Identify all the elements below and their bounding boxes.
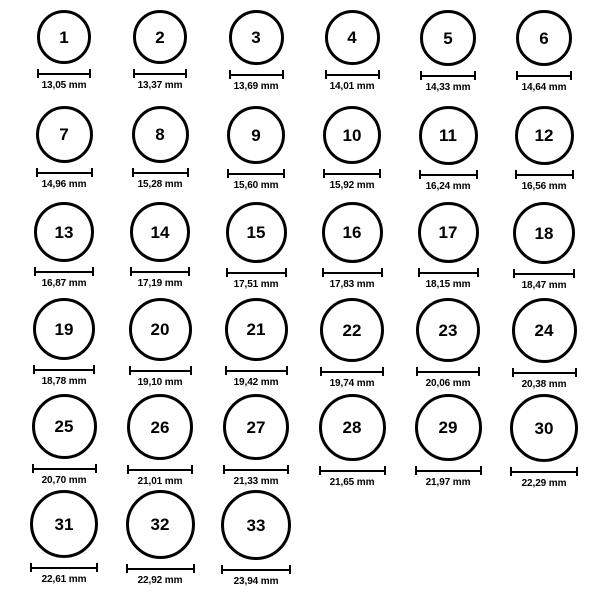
diameter-measure-bar [132, 168, 189, 177]
measure-cap-left [229, 70, 231, 79]
ring-size-number: 8 [155, 125, 165, 144]
measure-cap-right [95, 464, 97, 473]
diameter-measure-bar [227, 169, 285, 178]
ring-size-number: 30 [534, 418, 554, 438]
ring-size-cell [400, 106, 496, 192]
ring-size-number: 13 [54, 222, 74, 242]
ring-circle [227, 106, 285, 164]
ring-circle [229, 10, 284, 65]
ring-size-cell [496, 202, 592, 291]
measure-cap-right [476, 170, 478, 179]
diameter-label: 22,61 mm [41, 574, 87, 585]
diameter-measure-bar [420, 71, 476, 80]
measure-cap-right [93, 365, 95, 374]
ring-size-number: 25 [54, 417, 74, 436]
diameter-measure-bar [225, 366, 288, 375]
ring-size-cell [400, 10, 496, 93]
measure-cap-left [323, 169, 325, 178]
ring-size-number: 29 [438, 418, 458, 437]
ring-size-cell [112, 490, 208, 586]
diameter-label: 17,51 mm [233, 279, 279, 290]
ring-size-number: 14 [150, 222, 170, 242]
ring-size-cell [208, 490, 304, 587]
diameter-label: 22,29 mm [521, 478, 567, 489]
ring-size-number: 28 [342, 418, 362, 437]
measure-cap-left [226, 268, 228, 277]
ring-circle [36, 106, 93, 163]
ring-circle [221, 490, 291, 560]
diameter-label: 13,69 mm [233, 81, 279, 92]
ring-circle [225, 298, 288, 361]
measure-cap-right [92, 267, 94, 276]
diameter-measure-bar [130, 267, 190, 276]
diameter-label: 18,15 mm [425, 279, 471, 290]
measure-cap-right [282, 70, 284, 79]
ring-size-cell [400, 298, 496, 389]
diameter-measure-bar [32, 464, 97, 473]
ring-circle [34, 202, 94, 262]
ring-size-number: 5 [443, 28, 453, 48]
measure-cap-left [416, 367, 418, 376]
measure-cap-left [227, 169, 229, 178]
diameter-measure-bar [34, 267, 94, 276]
measure-cap-right [477, 268, 479, 277]
ring-circle [33, 298, 95, 360]
diameter-measure-bar [323, 169, 381, 178]
ring-size-number: 19 [54, 319, 74, 339]
measure-cap-right [384, 466, 386, 475]
measure-line [322, 272, 383, 274]
ring-circle [126, 490, 195, 559]
ring-size-number: 27 [246, 417, 266, 437]
measure-cap-right [286, 366, 288, 375]
ring-size-number: 31 [54, 514, 74, 534]
ring-size-number: 6 [539, 28, 549, 48]
ring-size-number: 9 [251, 125, 261, 145]
ring-circle [510, 394, 578, 462]
measure-cap-left [516, 71, 518, 80]
measure-cap-right [96, 563, 98, 572]
ring-size-cell [208, 10, 304, 92]
ring-size-cell [304, 202, 400, 290]
measure-cap-left [513, 269, 515, 278]
measure-cap-right [190, 366, 192, 375]
measure-cap-left [34, 267, 36, 276]
measure-cap-right [379, 169, 381, 178]
ring-circle [322, 202, 383, 263]
ring-size-cell [400, 394, 496, 488]
diameter-measure-bar [126, 564, 195, 573]
ring-circle [37, 10, 91, 64]
ring-size-number: 10 [342, 125, 362, 145]
ring-circle [223, 394, 289, 460]
measure-line [34, 271, 94, 273]
ring-circle [323, 106, 381, 164]
diameter-label: 21,97 mm [425, 477, 471, 488]
measure-line [129, 370, 192, 372]
measure-cap-right [474, 71, 476, 80]
ring-circle [419, 106, 478, 165]
diameter-measure-bar [129, 366, 192, 375]
diameter-label: 14,01 mm [329, 81, 375, 92]
ring-size-cell [496, 10, 592, 93]
ring-circle [516, 10, 572, 66]
ring-size-number: 16 [342, 223, 362, 242]
diameter-label: 14,64 mm [521, 82, 567, 93]
measure-cap-left [36, 168, 38, 177]
ring-circle [127, 394, 193, 460]
diameter-label: 19,10 mm [137, 377, 183, 388]
ring-size-number: 11 [439, 126, 457, 145]
measure-cap-left [418, 268, 420, 277]
ring-circle [130, 202, 190, 262]
ring-circle [515, 106, 574, 165]
measure-line [516, 75, 572, 77]
ring-size-number: 24 [534, 321, 554, 340]
measure-line [229, 74, 284, 76]
ring-size-number: 22 [342, 320, 362, 340]
diameter-label: 15,28 mm [137, 179, 183, 190]
measure-line [127, 469, 193, 471]
ring-size-number: 1 [59, 27, 69, 47]
ring-size-number: 26 [150, 417, 170, 437]
measure-cap-left [322, 268, 324, 277]
diameter-measure-bar [221, 565, 291, 574]
diameter-label: 23,94 mm [233, 576, 279, 587]
ring-size-cell [496, 298, 592, 390]
measure-line [226, 272, 287, 274]
measure-line [32, 468, 97, 470]
measure-line [132, 172, 189, 174]
ring-size-number: 20 [150, 320, 170, 339]
measure-line [325, 74, 380, 76]
measure-line [415, 470, 482, 472]
ring-circle [420, 10, 476, 66]
measure-cap-left [515, 170, 517, 179]
diameter-label: 21,01 mm [137, 476, 183, 487]
measure-cap-left [512, 368, 514, 377]
measure-cap-right [91, 168, 93, 177]
ring-size-cell [496, 106, 592, 192]
diameter-label: 20,38 mm [521, 379, 567, 390]
diameter-label: 20,70 mm [41, 475, 87, 486]
measure-line [30, 567, 98, 569]
measure-cap-left [126, 564, 128, 573]
diameter-label: 14,33 mm [425, 82, 471, 93]
measure-cap-left [130, 267, 132, 276]
measure-cap-right [283, 169, 285, 178]
measure-cap-right [187, 168, 189, 177]
diameter-label: 18,78 mm [41, 376, 87, 387]
ring-size-number: 21 [246, 320, 266, 339]
ring-size-cell [496, 394, 592, 489]
diameter-label: 19,42 mm [233, 377, 279, 388]
measure-line [33, 369, 95, 371]
ring-size-cell [16, 490, 112, 585]
diameter-measure-bar [415, 466, 482, 475]
ring-size-cell [208, 202, 304, 290]
ring-size-cell [304, 10, 400, 92]
ring-circle [133, 10, 187, 64]
ring-size-cell [112, 298, 208, 388]
measure-line [510, 471, 578, 473]
diameter-label: 13,05 mm [41, 80, 87, 91]
diameter-label: 13,37 mm [137, 80, 183, 91]
measure-cap-left [129, 366, 131, 375]
measure-line [319, 470, 386, 472]
measure-line [512, 372, 577, 374]
diameter-measure-bar [510, 467, 578, 476]
measure-cap-left [37, 69, 39, 78]
ring-circle [325, 10, 380, 65]
measure-cap-right [573, 269, 575, 278]
measure-cap-right [285, 268, 287, 277]
measure-cap-left [127, 465, 129, 474]
diameter-label: 20,06 mm [425, 378, 471, 389]
measure-line [36, 172, 93, 174]
diameter-measure-bar [512, 368, 577, 377]
measure-cap-left [325, 70, 327, 79]
ring-size-number: 2 [155, 27, 165, 47]
measure-cap-left [32, 464, 34, 473]
measure-cap-right [576, 467, 578, 476]
measure-cap-left [510, 467, 512, 476]
measure-cap-left [320, 367, 322, 376]
diameter-measure-bar [36, 168, 93, 177]
diameter-label: 15,60 mm [233, 180, 279, 191]
ring-size-cell [400, 202, 496, 290]
ring-size-number: 23 [438, 320, 458, 340]
measure-cap-left [415, 466, 417, 475]
ring-size-number: 18 [534, 223, 554, 243]
diameter-measure-bar [516, 71, 572, 80]
measure-cap-left [30, 563, 32, 572]
ring-size-cell [112, 394, 208, 487]
diameter-measure-bar [319, 466, 386, 475]
measure-line [225, 370, 288, 372]
diameter-measure-bar [416, 367, 480, 376]
measure-line [513, 273, 575, 275]
diameter-label: 14,96 mm [41, 179, 87, 190]
measure-cap-right [480, 466, 482, 475]
diameter-measure-bar [33, 365, 95, 374]
ring-size-cell [112, 10, 208, 91]
diameter-label: 19,74 mm [329, 378, 375, 389]
diameter-label: 17,19 mm [137, 278, 183, 289]
ring-size-cell [208, 298, 304, 388]
measure-cap-left [33, 365, 35, 374]
measure-cap-right [382, 367, 384, 376]
ring-size-cell [16, 298, 112, 387]
ring-size-cell [112, 202, 208, 289]
ring-circle [513, 202, 575, 264]
measure-cap-right [188, 267, 190, 276]
ring-circle [30, 490, 98, 558]
diameter-measure-bar [325, 70, 380, 79]
measure-line [126, 568, 195, 570]
ring-size-number: 3 [251, 28, 261, 47]
ring-circle [415, 394, 482, 461]
measure-line [419, 174, 478, 176]
measure-cap-left [225, 366, 227, 375]
diameter-measure-bar [515, 170, 574, 179]
diameter-measure-bar [226, 268, 287, 277]
ring-circle [132, 106, 189, 163]
measure-cap-right [287, 465, 289, 474]
ring-size-cell [16, 10, 112, 91]
measure-cap-right [89, 69, 91, 78]
measure-cap-right [378, 70, 380, 79]
measure-cap-left [221, 565, 223, 574]
ring-circle [320, 298, 384, 362]
ring-size-cell [16, 106, 112, 190]
measure-cap-right [570, 71, 572, 80]
ring-size-cell [304, 298, 400, 389]
measure-cap-right [575, 368, 577, 377]
ring-size-number: 7 [59, 125, 69, 144]
ring-size-number: 15 [246, 223, 266, 242]
measure-cap-left [419, 170, 421, 179]
ring-circle [512, 298, 577, 363]
measure-line [227, 173, 285, 175]
diameter-measure-bar [320, 367, 384, 376]
diameter-measure-bar [513, 269, 575, 278]
diameter-label: 16,24 mm [425, 181, 471, 192]
measure-cap-left [132, 168, 134, 177]
ring-size-number: 12 [534, 126, 554, 145]
measure-cap-right [478, 367, 480, 376]
measure-line [221, 569, 291, 571]
measure-cap-right [185, 69, 187, 78]
ring-size-cell [16, 394, 112, 486]
measure-line [416, 371, 480, 373]
measure-cap-left [133, 69, 135, 78]
measure-line [320, 371, 384, 373]
diameter-measure-bar [418, 268, 479, 277]
measure-cap-right [381, 268, 383, 277]
measure-cap-right [193, 564, 195, 573]
ring-circle [319, 394, 386, 461]
diameter-label: 21,65 mm [329, 477, 375, 488]
measure-cap-right [572, 170, 574, 179]
ring-circle [418, 202, 479, 263]
diameter-measure-bar [127, 465, 193, 474]
measure-line [418, 272, 479, 274]
ring-size-cell [112, 106, 208, 190]
diameter-measure-bar [37, 69, 91, 78]
ring-circle [32, 394, 97, 459]
ring-size-cell [16, 202, 112, 289]
measure-cap-right [191, 465, 193, 474]
diameter-measure-bar [419, 170, 478, 179]
ring-size-cell [304, 394, 400, 488]
ring-size-number: 4 [347, 28, 357, 47]
diameter-label: 16,87 mm [41, 278, 87, 289]
ring-size-number: 32 [150, 515, 170, 534]
measure-cap-left [319, 466, 321, 475]
measure-line [323, 173, 381, 175]
diameter-label: 15,92 mm [329, 180, 375, 191]
measure-line [130, 271, 190, 273]
diameter-measure-bar [322, 268, 383, 277]
measure-line [37, 73, 91, 75]
diameter-label: 21,33 mm [233, 476, 279, 487]
measure-cap-left [420, 71, 422, 80]
measure-cap-left [223, 465, 225, 474]
measure-line [223, 469, 289, 471]
measure-line [515, 174, 574, 176]
ring-circle [416, 298, 480, 362]
measure-line [133, 73, 187, 75]
measure-cap-right [289, 565, 291, 574]
ring-size-cell [208, 394, 304, 487]
diameter-label: 22,92 mm [137, 575, 183, 586]
ring-circle [226, 202, 287, 263]
diameter-measure-bar [229, 70, 284, 79]
ring-size-cell [304, 106, 400, 191]
ring-circle [129, 298, 192, 361]
diameter-measure-bar [133, 69, 187, 78]
diameter-label: 16,56 mm [521, 181, 567, 192]
ring-size-number: 33 [246, 515, 266, 535]
diameter-label: 17,83 mm [329, 279, 375, 290]
ring-size-cell [208, 106, 304, 191]
ring-size-number: 17 [438, 223, 458, 242]
diameter-measure-bar [223, 465, 289, 474]
measure-line [420, 75, 476, 77]
diameter-label: 18,47 mm [521, 280, 567, 291]
diameter-measure-bar [30, 563, 98, 572]
